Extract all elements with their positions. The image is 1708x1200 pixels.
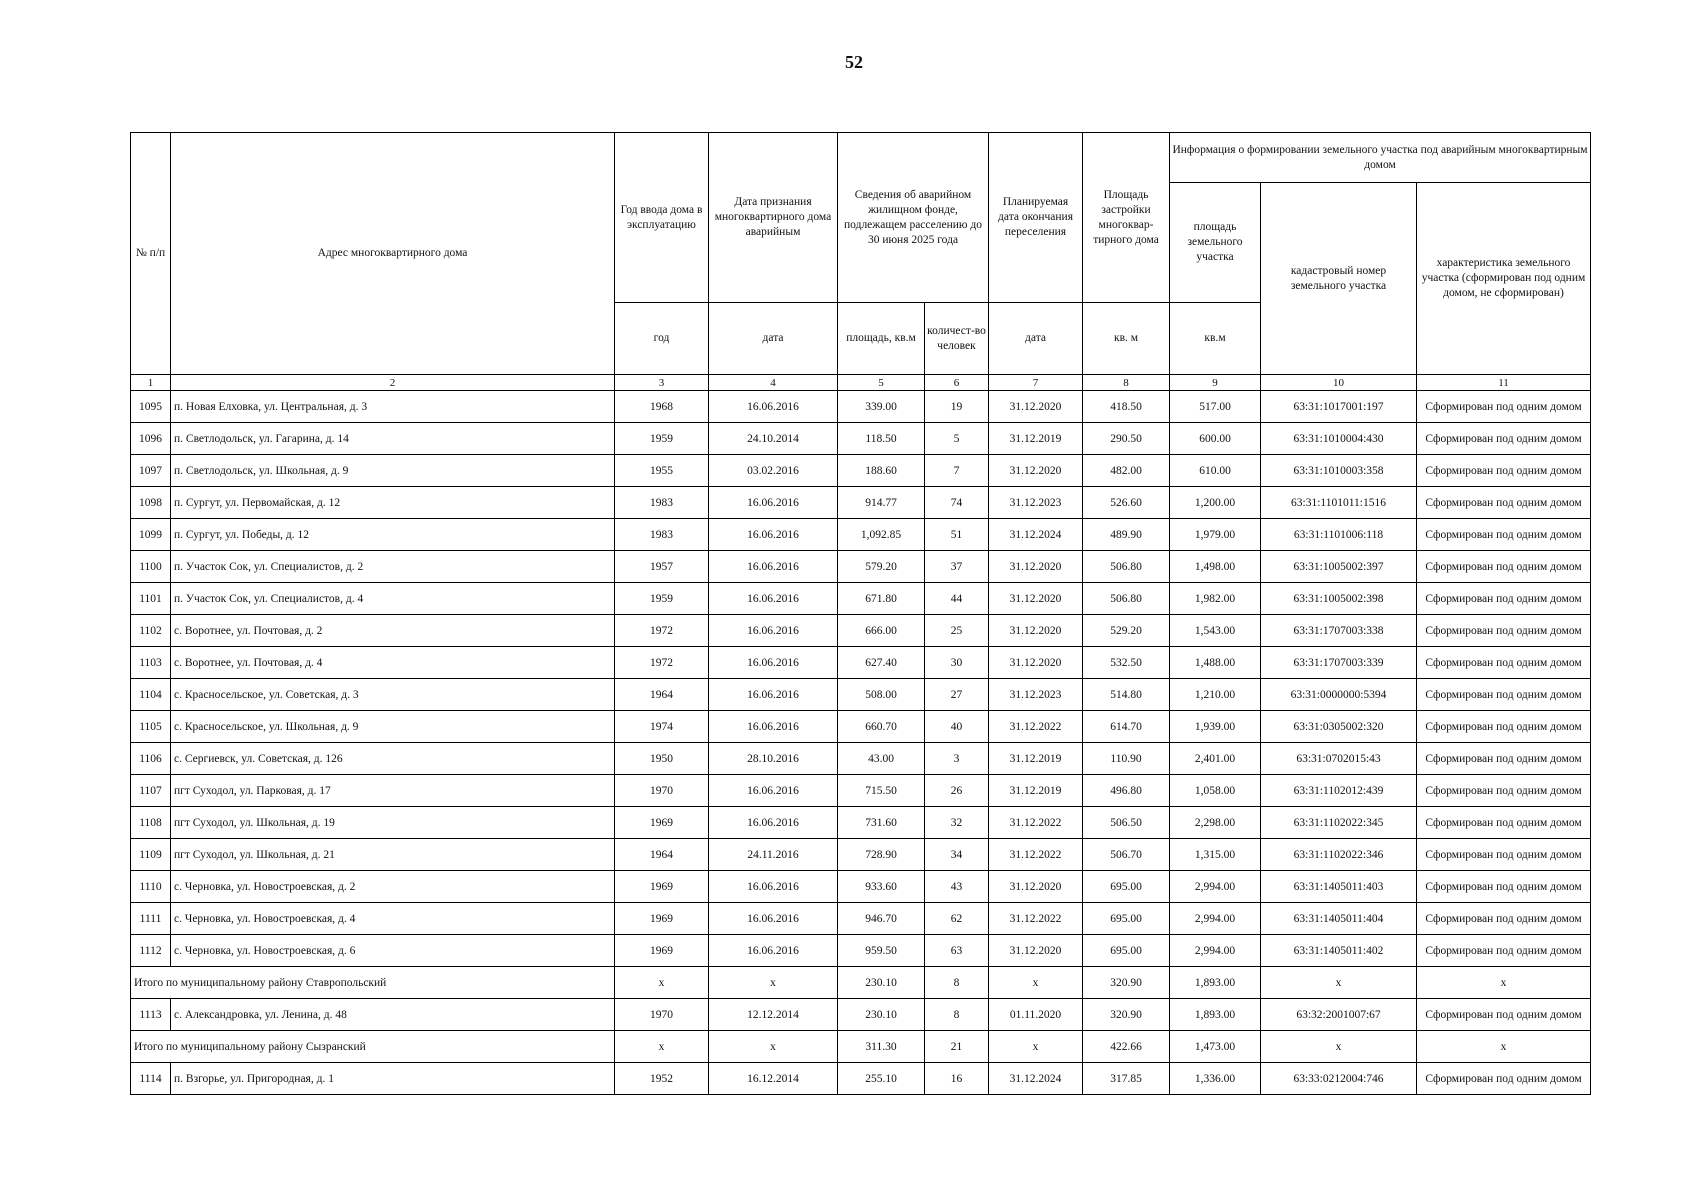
cell-cadastral: 63:31:0305002:320 [1261,711,1417,743]
page-number: 52 [845,52,863,72]
cell-land-char: Сформирован под одним домом [1417,519,1591,551]
cell-date: 16.06.2016 [709,583,838,615]
column-number: 9 [1170,375,1261,391]
cell-area: 671.80 [838,583,925,615]
cell-land-char: Сформирован под одним домом [1417,583,1591,615]
cell-date: x [709,967,838,999]
cell-built-area: 695.00 [1083,871,1170,903]
cell-year: 1964 [615,839,709,871]
cell-year: 1972 [615,615,709,647]
cell-cadastral: 63:31:1017001:197 [1261,391,1417,423]
cell-num: 1109 [131,839,171,871]
cell-people: 32 [925,807,989,839]
column-number: 7 [989,375,1083,391]
cell-num: 1108 [131,807,171,839]
cell-land-char: Сформирован под одним домом [1417,647,1591,679]
cell-area: 230.10 [838,967,925,999]
cell-area: 255.10 [838,1063,925,1095]
cell-address: п. Светлодольск, ул. Школьная, д. 9 [171,455,615,487]
cell-date: 16.12.2014 [709,1063,838,1095]
unit-planned: дата [989,303,1083,375]
cell-cadastral: 63:31:1405011:403 [1261,871,1417,903]
cell-land-area: 1,893.00 [1170,999,1261,1031]
cell-built-area: 418.50 [1083,391,1170,423]
cell-cadastral: 63:31:1010003:358 [1261,455,1417,487]
unit-date: дата [709,303,838,375]
cell-address: пгт Суходол, ул. Парковая, д. 17 [171,775,615,807]
table-row [131,743,1591,775]
cell-land-char: Сформирован под одним домом [1417,903,1591,935]
cell-planned: x [989,967,1083,999]
cell-land-char: Сформирован под одним домом [1417,935,1591,967]
cell-people: 44 [925,583,989,615]
cell-area: 933.60 [838,871,925,903]
unit-year: год [615,303,709,375]
cell-built-area: 506.80 [1083,551,1170,583]
cell-num: 1113 [131,999,171,1031]
cell-built-area: 506.70 [1083,839,1170,871]
cell-year: 1974 [615,711,709,743]
cell-land-area: 1,982.00 [1170,583,1261,615]
cell-num: 1100 [131,551,171,583]
table-body [131,391,1591,1095]
cell-people: 8 [925,967,989,999]
cell-land-char: x [1417,1031,1591,1063]
table-row [131,839,1591,871]
cell-land-char: Сформирован под одним домом [1417,455,1591,487]
table-row [131,391,1591,423]
cell-planned: 31.12.2020 [989,551,1083,583]
cell-date: 03.02.2016 [709,455,838,487]
cell-planned: 31.12.2022 [989,839,1083,871]
cell-year: 1969 [615,903,709,935]
cell-year: 1969 [615,871,709,903]
header-land-char: характеристика земельного участка (сформирован под одним домом, не сформирован) [1417,183,1591,375]
cell-date: 16.06.2016 [709,711,838,743]
cell-land-area: 1,498.00 [1170,551,1261,583]
cell-land-char: Сформирован под одним домом [1417,711,1591,743]
cell-planned: 01.11.2020 [989,999,1083,1031]
cell-people: 21 [925,1031,989,1063]
cell-date: 16.06.2016 [709,551,838,583]
cell-year: 1964 [615,679,709,711]
header-recognition-date: Дата признания многоквартирного дома аварийным [709,133,838,303]
table-row [131,1063,1591,1095]
cell-land-char: Сформирован под одним домом [1417,423,1591,455]
cell-cadastral: 63:31:1405011:402 [1261,935,1417,967]
cell-land-area: 600.00 [1170,423,1261,455]
cell-cadastral: 63:33:0212004:746 [1261,1063,1417,1095]
table-row [131,487,1591,519]
header-land-area: площадь земельного участка [1170,183,1261,303]
table-row [131,455,1591,487]
cell-planned: 31.12.2019 [989,743,1083,775]
cell-address: с. Красносельское, ул. Школьная, д. 9 [171,711,615,743]
cell-built-area: 614.70 [1083,711,1170,743]
cell-num: 1099 [131,519,171,551]
cell-year: 1972 [615,647,709,679]
column-number: 11 [1417,375,1591,391]
cell-area: 914.77 [838,487,925,519]
cell-area: 660.70 [838,711,925,743]
cell-year: 1970 [615,775,709,807]
cell-land-area: 1,200.00 [1170,487,1261,519]
cell-date: 12.12.2014 [709,999,838,1031]
cell-num: 1112 [131,935,171,967]
cell-built-area: 320.90 [1083,967,1170,999]
cell-built-area: 514.80 [1083,679,1170,711]
cell-land-area: 2,298.00 [1170,807,1261,839]
cell-planned: 31.12.2023 [989,679,1083,711]
unit-area: площадь, кв.м [838,303,925,375]
cell-people: 3 [925,743,989,775]
cell-built-area: 482.00 [1083,455,1170,487]
column-number: 4 [709,375,838,391]
cell-date: 16.06.2016 [709,487,838,519]
cell-built-area: 506.50 [1083,807,1170,839]
cell-built-area: 695.00 [1083,903,1170,935]
cell-cadastral: 63:31:1101006:118 [1261,519,1417,551]
column-number: 8 [1083,375,1170,391]
table-row [131,583,1591,615]
table-row [131,903,1591,935]
cell-date: 16.06.2016 [709,647,838,679]
cell-people: 16 [925,1063,989,1095]
table-row [131,775,1591,807]
cell-cadastral: 63:31:1102012:439 [1261,775,1417,807]
cell-address: с. Черновка, ул. Новостроевская, д. 6 [171,935,615,967]
cell-date: 16.06.2016 [709,871,838,903]
cell-people: 40 [925,711,989,743]
column-number: 6 [925,375,989,391]
cell-num: 1110 [131,871,171,903]
subtotal-row [131,967,1591,999]
cell-land-area: 1,979.00 [1170,519,1261,551]
cell-year: x [615,967,709,999]
cell-cadastral: 63:32:2001007:67 [1261,999,1417,1031]
cell-people: 34 [925,839,989,871]
cell-address: п. Новая Елховка, ул. Центральная, д. 3 [171,391,615,423]
cell-address: пгт Суходол, ул. Школьная, д. 19 [171,807,615,839]
cell-num: 1096 [131,423,171,455]
cell-date: 24.11.2016 [709,839,838,871]
cell-land-area: 2,994.00 [1170,935,1261,967]
table-row [131,999,1591,1031]
table-row [131,551,1591,583]
cell-planned: 31.12.2020 [989,647,1083,679]
cell-people: 8 [925,999,989,1031]
cell-land-area: 2,994.00 [1170,871,1261,903]
cell-people: 43 [925,871,989,903]
cell-year: 1983 [615,487,709,519]
cell-planned: 31.12.2024 [989,1063,1083,1095]
cell-planned: x [989,1031,1083,1063]
cell-people: 51 [925,519,989,551]
cell-land-area: 1,543.00 [1170,615,1261,647]
cell-date: x [709,1031,838,1063]
table-row [131,711,1591,743]
header-planned-date: Планируемая дата окончания переселения [989,133,1083,303]
cell-people: 26 [925,775,989,807]
cell-planned: 31.12.2022 [989,903,1083,935]
cell-year: 1955 [615,455,709,487]
cell-cadastral: 63:31:1101011:1516 [1261,487,1417,519]
cell-built-area: 532.50 [1083,647,1170,679]
cell-year: 1969 [615,807,709,839]
cell-land-area: 1,315.00 [1170,839,1261,871]
cell-area: 959.50 [838,935,925,967]
cell-land-area: 1,488.00 [1170,647,1261,679]
cell-year: 1983 [615,519,709,551]
cell-year: 1968 [615,391,709,423]
table-row [131,519,1591,551]
cell-cadastral: 63:31:0000000:5394 [1261,679,1417,711]
cell-area: 666.00 [838,615,925,647]
cell-built-area: 489.90 [1083,519,1170,551]
cell-people: 19 [925,391,989,423]
cell-num: 1102 [131,615,171,647]
cell-land-area: 2,401.00 [1170,743,1261,775]
cell-address: с. Черновка, ул. Новостроевская, д. 2 [171,871,615,903]
cell-year: 1952 [615,1063,709,1095]
cell-address: пгт Суходол, ул. Школьная, д. 21 [171,839,615,871]
emergency-housing-table [130,132,1591,1095]
cell-built-area: 506.80 [1083,583,1170,615]
cell-land-char: Сформирован под одним домом [1417,551,1591,583]
cell-num: 1111 [131,903,171,935]
cell-address: п. Участок Сок, ул. Специалистов, д. 4 [171,583,615,615]
cell-built-area: 496.80 [1083,775,1170,807]
cell-num: 1105 [131,711,171,743]
cell-people: 37 [925,551,989,583]
cell-land-area: 1,058.00 [1170,775,1261,807]
unit-built: кв. м [1083,303,1170,375]
cell-area: 715.50 [838,775,925,807]
table-row [131,615,1591,647]
cell-built-area: 317.85 [1083,1063,1170,1095]
cell-address: п. Сургут, ул. Победы, д. 12 [171,519,615,551]
cell-date: 28.10.2016 [709,743,838,775]
cell-land-area: 1,473.00 [1170,1031,1261,1063]
cell-people: 74 [925,487,989,519]
header-built-area: Площадь застройки многоквар-тирного дома [1083,133,1170,303]
cell-area: 508.00 [838,679,925,711]
column-number: 3 [615,375,709,391]
cell-planned: 31.12.2024 [989,519,1083,551]
cell-people: 62 [925,903,989,935]
cell-area: 731.60 [838,807,925,839]
cell-planned: 31.12.2020 [989,935,1083,967]
cell-num: 1097 [131,455,171,487]
header-num: № п/п [131,133,171,375]
cell-planned: 31.12.2019 [989,423,1083,455]
cell-area: 339.00 [838,391,925,423]
cell-cadastral: 63:31:1707003:339 [1261,647,1417,679]
cell-land-char: Сформирован под одним домом [1417,679,1591,711]
cell-num: 1098 [131,487,171,519]
cell-year: 1950 [615,743,709,775]
cell-people: 7 [925,455,989,487]
table-row [131,871,1591,903]
cell-planned: 31.12.2020 [989,391,1083,423]
cell-year: 1959 [615,583,709,615]
cell-date: 16.06.2016 [709,519,838,551]
cell-area: 1,092.85 [838,519,925,551]
cell-land-char: Сформирован под одним домом [1417,871,1591,903]
cell-address: п. Взгорье, ул. Пригородная, д. 1 [171,1063,615,1095]
table-row [131,935,1591,967]
cell-num: 1106 [131,743,171,775]
cell-date: 24.10.2014 [709,423,838,455]
cell-planned: 31.12.2020 [989,455,1083,487]
cell-cadastral: 63:31:1010004:430 [1261,423,1417,455]
cell-year: 1970 [615,999,709,1031]
cell-planned: 31.12.2020 [989,871,1083,903]
cell-cadastral: 63:31:0702015:43 [1261,743,1417,775]
cell-cadastral: 63:31:1102022:346 [1261,839,1417,871]
cell-num: 1104 [131,679,171,711]
subtotal-label: Итого по муниципальному району Ставропольский [131,967,615,999]
cell-land-area: 1,336.00 [1170,1063,1261,1095]
cell-land-char: Сформирован под одним домом [1417,1063,1591,1095]
table-row [131,807,1591,839]
header-address: Адрес многоквартирного дома [171,133,615,375]
cell-num: 1103 [131,647,171,679]
cell-year: 1959 [615,423,709,455]
cell-area: 579.20 [838,551,925,583]
cell-planned: 31.12.2022 [989,807,1083,839]
cell-area: 627.40 [838,647,925,679]
header-land-info: Информация о формировании земельного участка под аварийным многоквартирным домом [1170,133,1591,183]
cell-cadastral: 63:31:1005002:398 [1261,583,1417,615]
cell-date: 16.06.2016 [709,935,838,967]
cell-people: 30 [925,647,989,679]
cell-land-area: 610.00 [1170,455,1261,487]
unit-people: количест-во человек [925,303,989,375]
cell-date: 16.06.2016 [709,903,838,935]
cell-address: п. Сургут, ул. Первомайская, д. 12 [171,487,615,519]
cell-cadastral: 63:31:1005002:397 [1261,551,1417,583]
cell-cadastral: x [1261,967,1417,999]
cell-area: 118.50 [838,423,925,455]
cell-area: 43.00 [838,743,925,775]
cell-date: 16.06.2016 [709,775,838,807]
cell-year: 1957 [615,551,709,583]
cell-land-area: 2,994.00 [1170,903,1261,935]
cell-address: с. Черновка, ул. Новостроевская, д. 4 [171,903,615,935]
cell-num: 1095 [131,391,171,423]
cell-built-area: 110.90 [1083,743,1170,775]
cell-planned: 31.12.2020 [989,615,1083,647]
cell-area: 728.90 [838,839,925,871]
header-housing-fund: Сведения об аварийном жилищном фонде, подлежащем расселению до 30 июня 2025 года [838,133,989,303]
cell-built-area: 529.20 [1083,615,1170,647]
cell-built-area: 320.90 [1083,999,1170,1031]
cell-num: 1101 [131,583,171,615]
cell-land-char: Сформирован под одним домом [1417,807,1591,839]
cell-address: с. Сергиевск, ул. Советская, д. 126 [171,743,615,775]
column-number: 2 [171,375,615,391]
table-row [131,679,1591,711]
cell-cadastral: 63:31:1405011:404 [1261,903,1417,935]
cell-built-area: 526.60 [1083,487,1170,519]
cell-num: 1107 [131,775,171,807]
column-number: 10 [1261,375,1417,391]
cell-cadastral: 63:31:1707003:338 [1261,615,1417,647]
cell-area: 946.70 [838,903,925,935]
cell-land-area: 1,893.00 [1170,967,1261,999]
table-row [131,423,1591,455]
header-cadastral: кадастровый номер земельного участка [1261,183,1417,375]
cell-address: п. Участок Сок, ул. Специалистов, д. 2 [171,551,615,583]
cell-land-area: 517.00 [1170,391,1261,423]
cell-planned: 31.12.2022 [989,711,1083,743]
cell-area: 188.60 [838,455,925,487]
cell-year: x [615,1031,709,1063]
table-row [131,647,1591,679]
cell-built-area: 422.66 [1083,1031,1170,1063]
cell-address: с. Воротнее, ул. Почтовая, д. 2 [171,615,615,647]
cell-area: 311.30 [838,1031,925,1063]
column-number: 1 [131,375,171,391]
cell-cadastral: 63:31:1102022:345 [1261,807,1417,839]
subtotal-row [131,1031,1591,1063]
unit-land: кв.м [1170,303,1261,375]
cell-people: 63 [925,935,989,967]
cell-planned: 31.12.2023 [989,487,1083,519]
subtotal-label: Итого по муниципальному району Сызранский [131,1031,615,1063]
cell-address: с. Воротнее, ул. Почтовая, д. 4 [171,647,615,679]
cell-land-char: Сформирован под одним домом [1417,743,1591,775]
cell-year: 1969 [615,935,709,967]
cell-people: 5 [925,423,989,455]
cell-area: 230.10 [838,999,925,1031]
cell-land-char: Сформирован под одним домом [1417,999,1591,1031]
cell-land-char: x [1417,967,1591,999]
cell-people: 25 [925,615,989,647]
cell-cadastral: x [1261,1031,1417,1063]
cell-address: с. Красносельское, ул. Советская, д. 3 [171,679,615,711]
cell-land-char: Сформирован под одним домом [1417,487,1591,519]
cell-land-char: Сформирован под одним домом [1417,615,1591,647]
cell-planned: 31.12.2020 [989,583,1083,615]
cell-built-area: 290.50 [1083,423,1170,455]
column-number: 5 [838,375,925,391]
cell-land-char: Сформирован под одним домом [1417,775,1591,807]
cell-land-area: 1,210.00 [1170,679,1261,711]
header-year: Год ввода дома в эксплуатацию [615,133,709,303]
cell-planned: 31.12.2019 [989,775,1083,807]
cell-date: 16.06.2016 [709,807,838,839]
cell-date: 16.06.2016 [709,391,838,423]
cell-people: 27 [925,679,989,711]
cell-date: 16.06.2016 [709,679,838,711]
cell-land-char: Сформирован под одним домом [1417,391,1591,423]
cell-address: с. Александровка, ул. Ленина, д. 48 [171,999,615,1031]
cell-land-area: 1,939.00 [1170,711,1261,743]
cell-built-area: 695.00 [1083,935,1170,967]
cell-address: п. Светлодольск, ул. Гагарина, д. 14 [171,423,615,455]
cell-land-char: Сформирован под одним домом [1417,839,1591,871]
cell-num: 1114 [131,1063,171,1095]
cell-date: 16.06.2016 [709,615,838,647]
